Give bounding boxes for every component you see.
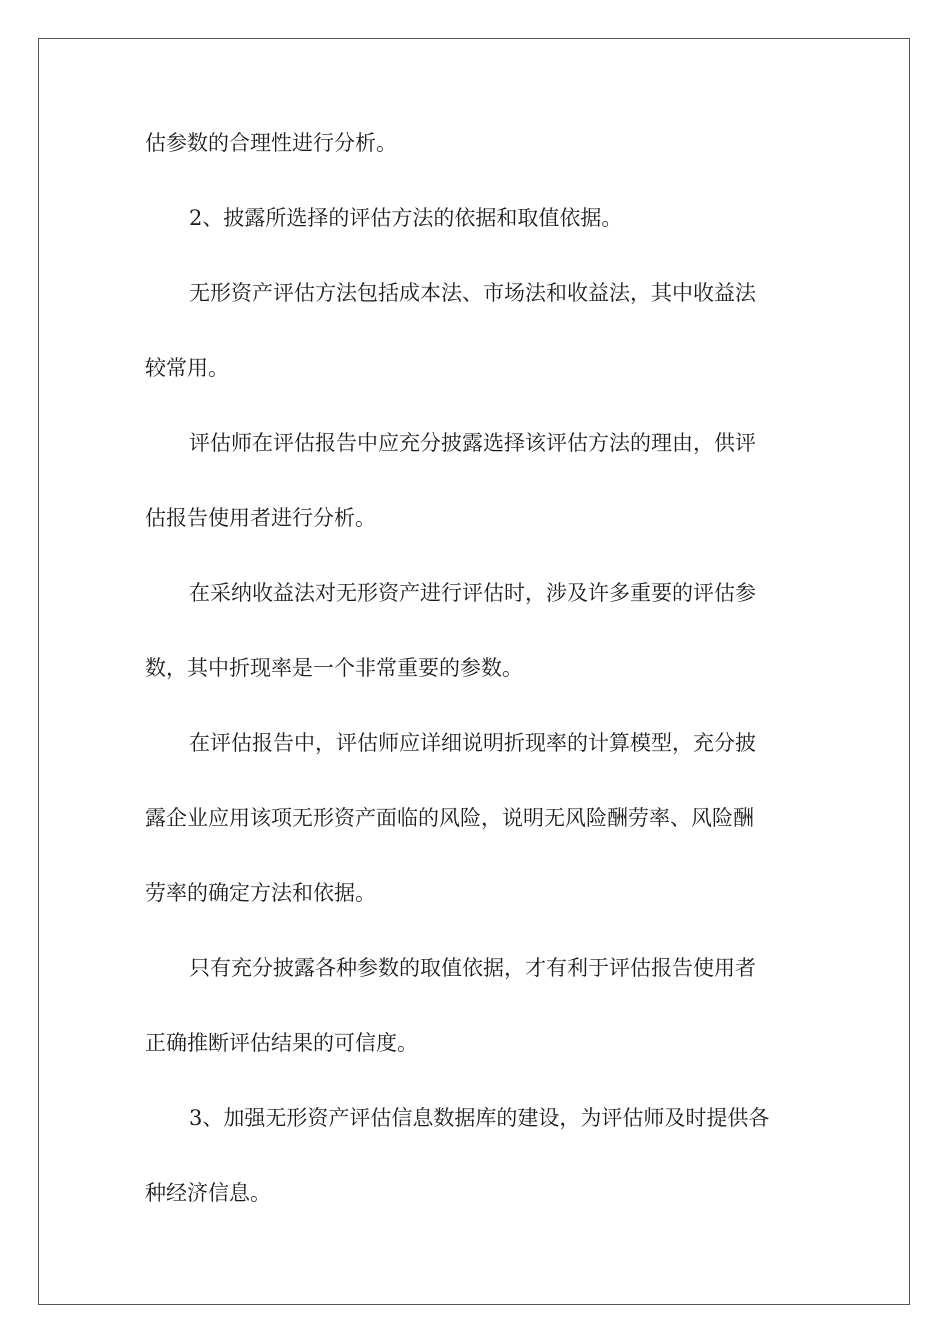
text-line: 估参数的合理性进行分析。 (145, 131, 397, 155)
text-line: 露企业应用该项无形资产面临的风险，说明无风险酬劳率、风险酬 (145, 806, 754, 830)
text-line: 在评估报告中，评估师应详细说明折现率的计算模型，充分披 (189, 731, 756, 755)
text-line: 较常用。 (145, 356, 229, 380)
text-line: 劳率的确定方法和依据。 (145, 881, 376, 905)
text-line: 3、加强无形资产评估信息数据库的建设，为评估师及时提供各 (189, 1106, 770, 1130)
text-line: 正确推断评估结果的可信度。 (145, 1031, 418, 1055)
text-line: 无形资产评估方法包括成本法、市场法和收益法，其中收益法 (189, 281, 756, 305)
text-line: 估报告使用者进行分析。 (145, 506, 376, 530)
text-line: 评估师在评估报告中应充分披露选择该评估方法的理由，供评 (189, 431, 756, 455)
text-line: 只有充分披露各种参数的取值依据，才有利于评估报告使用者 (189, 956, 756, 980)
text-line: 数，其中折现率是一个非常重要的参数。 (145, 656, 523, 680)
text-line: 种经济信息。 (145, 1181, 271, 1205)
text-line: 2、披露所选择的评估方法的依据和取值依据。 (189, 206, 623, 230)
text-line: 在采纳收益法对无形资产进行评估时，涉及许多重要的评估参 (189, 581, 756, 605)
